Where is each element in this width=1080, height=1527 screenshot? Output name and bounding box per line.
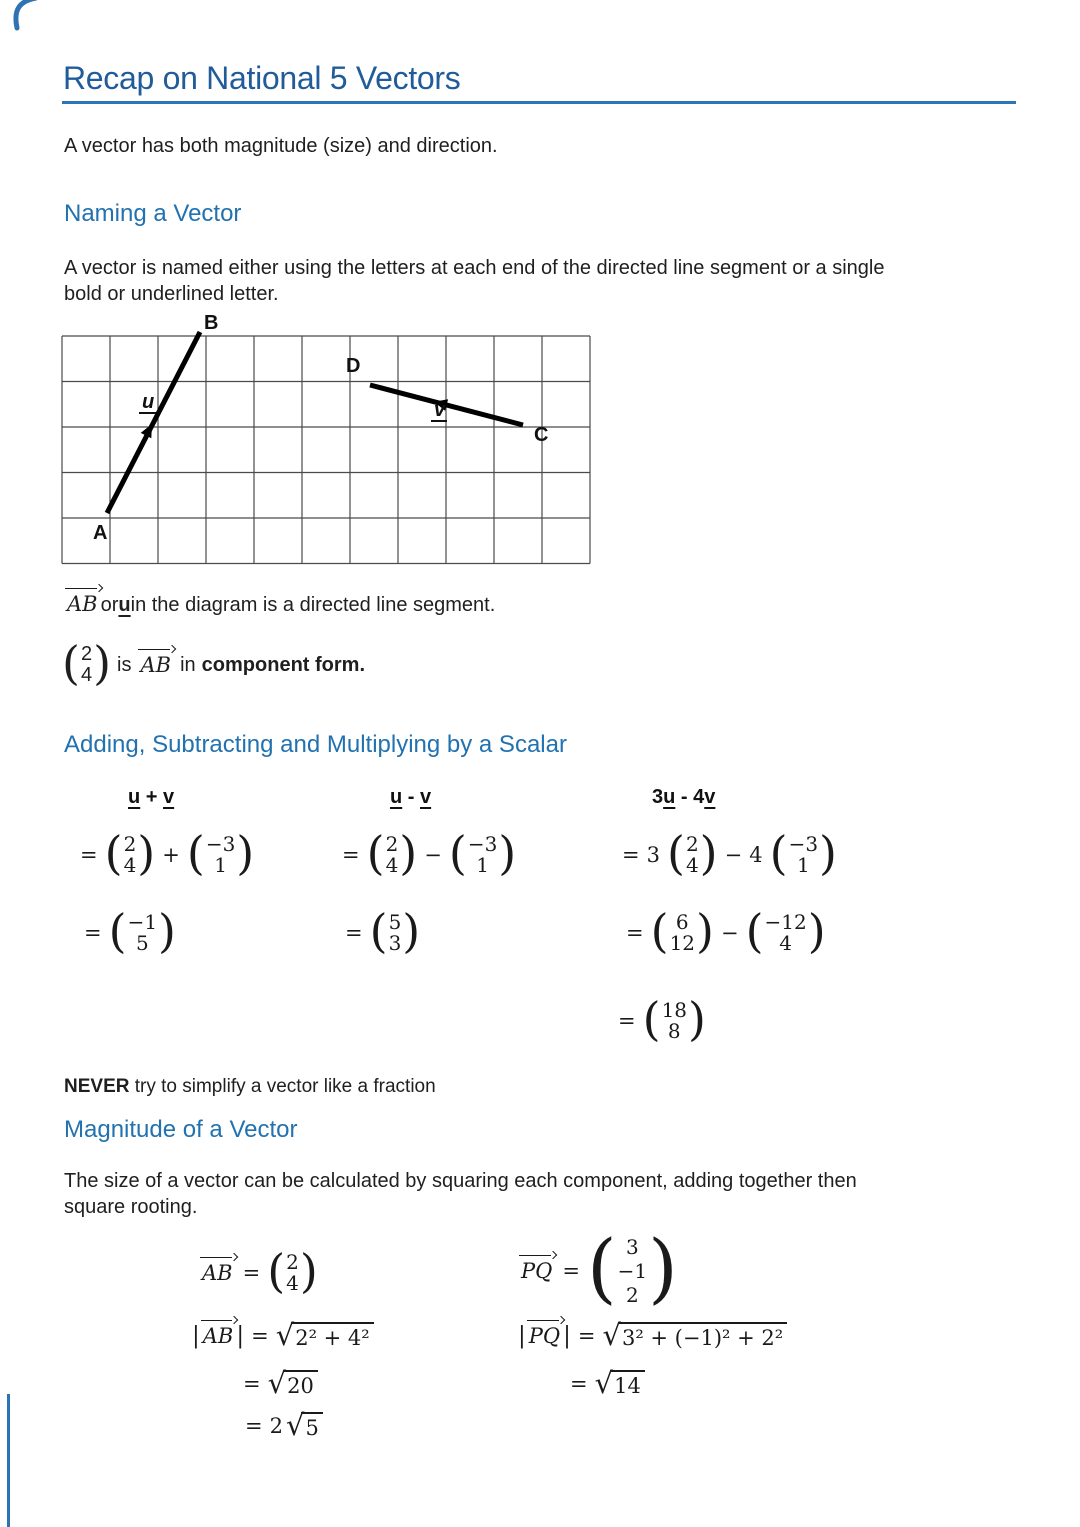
- mag-ab-sqrt20: = √ 20: [243, 1370, 318, 1398]
- vector-ab-notation-2: AB: [137, 653, 174, 677]
- point-label-a: A: [93, 522, 108, 544]
- eq-col1-step2: = ( −1 5 ): [84, 904, 176, 958]
- caption-or: or: [100, 594, 119, 616]
- eq-col2-step2: = ( 5 3 ): [345, 904, 421, 958]
- vector-u-line: [107, 332, 200, 513]
- point-label-d: D: [346, 355, 361, 377]
- col-header-3u-minus-4v: 3u - 4v: [652, 786, 716, 808]
- naming-body-line1: A vector is named either using the letters at each end of the directed line segment or a single: [64, 257, 885, 279]
- mag-pq-definition: PQ = ( 3 −1 2 ): [518, 1230, 678, 1312]
- diagram-caption: [64, 592, 495, 617]
- eq-col1-step1: = ( 2 4 ) + ( −3 1 ): [80, 826, 255, 880]
- magnitude-body-line2: square rooting.: [64, 1196, 198, 1218]
- never-note: [64, 1076, 436, 1098]
- page-title: Recap on National 5 Vectors: [63, 60, 461, 96]
- vector-ab-notation: AB: [64, 592, 101, 616]
- vector-v-label: v: [434, 399, 446, 421]
- naming-body: [64, 255, 884, 307]
- never-note-bold: NEVER: [64, 1076, 130, 1097]
- vector-2-4: ( 2 4 ): [62, 636, 112, 690]
- eq-col3-step3: = ( 18 8 ): [618, 992, 706, 1046]
- comp-bold: component form: [201, 653, 360, 676]
- mag-ab-2sqrt5: = 2 √ 5: [245, 1412, 323, 1440]
- point-label-b: B: [204, 312, 219, 334]
- corner-logo-mark: [4, 0, 44, 32]
- point-label-c: C: [534, 424, 549, 446]
- naming-body-line2: bold or underlined letter.: [64, 283, 279, 305]
- intro-text: A vector has both magnitude (size) and direction.: [64, 135, 498, 157]
- left-edge-accent-line: [7, 1394, 10, 1527]
- eq-col3-step1: = 3 ( 2 4 ) − 4 ( −3 1 ): [622, 826, 837, 880]
- never-note-rest: try to simplify a vector like a fraction: [129, 1076, 436, 1097]
- vector-u-label: u: [142, 391, 155, 413]
- comp-period: .: [359, 653, 366, 676]
- magnitude-body: [64, 1168, 857, 1220]
- eq-col2-step1: = ( 2 4 ) − ( −3 1 ): [342, 826, 517, 880]
- eq-col3-step2: = ( 6 12 ) − ( −12 4 ): [626, 904, 826, 958]
- heading-naming-a-vector: Naming a Vector: [64, 200, 242, 227]
- comp-in: in: [180, 653, 196, 676]
- mag-ab-definition: AB = ( 2 4 ): [199, 1248, 318, 1298]
- heading-magnitude: Magnitude of a Vector: [64, 1116, 298, 1143]
- col-header-u-plus-v: u + v: [128, 786, 175, 808]
- comp-is: is: [117, 653, 132, 676]
- magnitude-body-line1: The size of a vector can be calculated by squaring each component, adding together then: [64, 1170, 857, 1192]
- vector-grid-diagram: [56, 308, 616, 578]
- caption-rest: in the diagram is a directed line segment.: [130, 594, 496, 616]
- mag-ab-abs: | AB | = √ 2² + 4²: [192, 1322, 374, 1350]
- mag-pq-abs: | PQ | = √ 3² + (−1)² + 2²: [518, 1322, 787, 1350]
- heading-adding-subtracting: Adding, Subtracting and Multiplying by a Scalar: [64, 731, 567, 758]
- caption-u: u: [118, 594, 131, 616]
- mag-pq-sqrt14: = √ 14: [570, 1370, 645, 1398]
- col-header-u-minus-v: u - v: [390, 786, 432, 808]
- component-form-line: [62, 638, 365, 692]
- title-underline: [62, 101, 1016, 104]
